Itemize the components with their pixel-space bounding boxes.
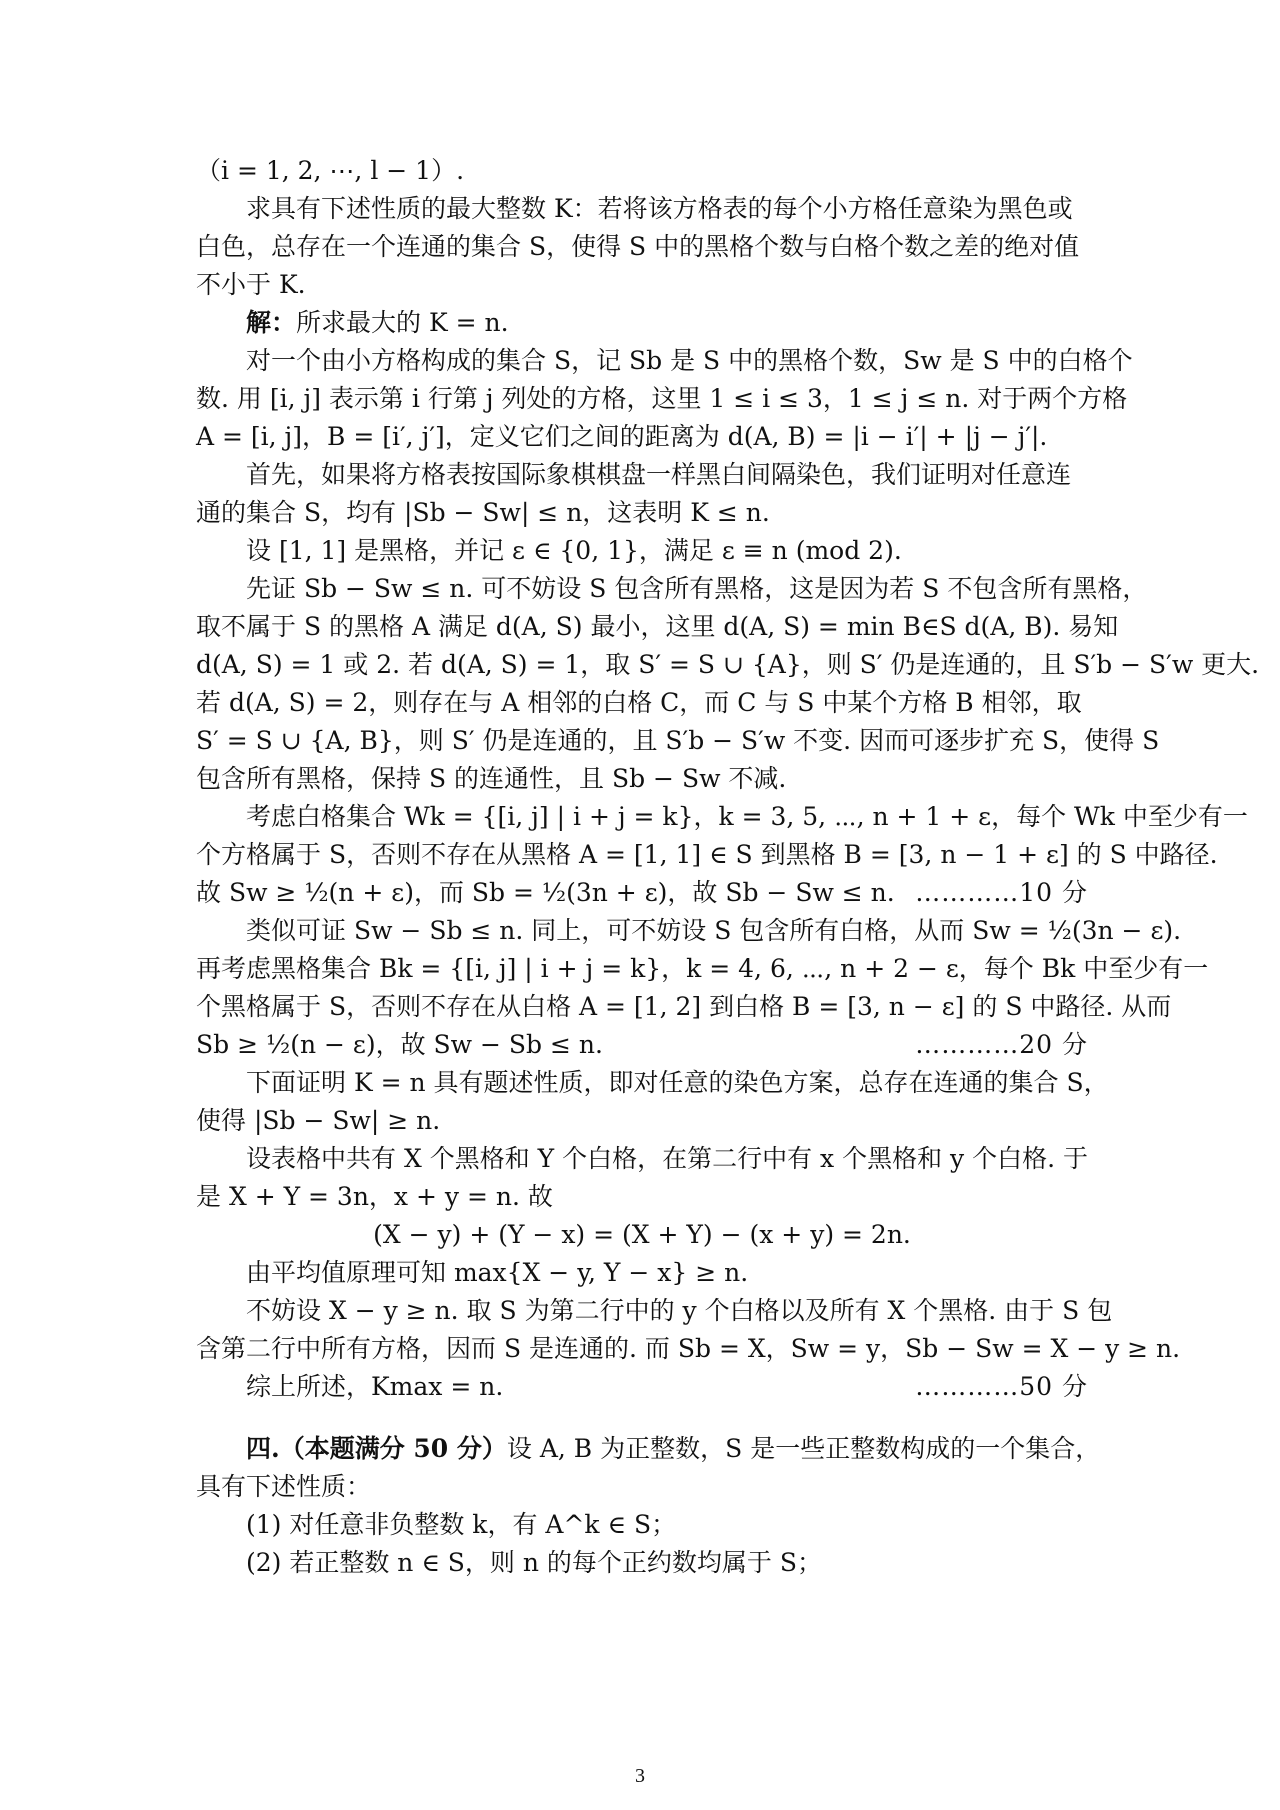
text-line-24-body: Sb ≥ ½(n − ε)，故 Sw − Sb ≤ n. (196, 1030, 603, 1059)
text-line-11: 设 [1, 1] 是黑格，并记 ε ∈ {0, 1}，满足 ε ≡ n (mod 2). (246, 536, 902, 565)
text-line-33-body: 综上所述，Kmax = n. (246, 1372, 504, 1401)
text-line-30: 由平均值原理可知 max{X − y, Y − x} ≥ n. (246, 1258, 749, 1287)
text-line-21: 类似可证 Sw − Sb ≤ n. 同上，可不妨设 S 包含所有白格，从而 Sw = ½(3n − ε). (246, 916, 1182, 945)
text-line-20 (196, 874, 1088, 912)
text-line-27: 设表格中共有 X 个黑格和 Y 个白格，在第二行中有 x 个黑格和 y 个白格. 于 (246, 1144, 1088, 1173)
text-line-33 (196, 1368, 1088, 1406)
document-body (196, 152, 1260, 1582)
text-line-6: 对一个由小方格构成的集合 S，记 Sb 是 S 中的黑格个数，Sw 是 S 中的白格个 (246, 346, 1133, 375)
problem-4-text: 设 A, B 为正整数，S 是一些正整数构成的一个集合， (506, 1434, 1101, 1463)
section-spacer (196, 1406, 1088, 1430)
text-line-8: A = [i, j]，B = [i′, j′]，定义它们之间的距离为 d(A, B) = |i − i′| + |j − j′|. (196, 422, 1048, 451)
text-line-10: 通的集合 S，均有 |Sb − Sw| ≤ n，这表明 K ≤ n. (196, 498, 770, 527)
text-line-25: 下面证明 K = n 具有题述性质，即对任意的染色方案，总存在连通的集合 S， (246, 1068, 1109, 1097)
text-line-35: 具有下述性质： (196, 1472, 372, 1501)
condition-1: (1) 对任意非负整数 k，有 A^k ∈ S； (246, 1510, 677, 1539)
text-line-23: 个黑格属于 S，否则不存在从白格 A = [1, 2] 到白格 B = [3, n − ε] 的 S 中路径. 从而 (196, 992, 1172, 1021)
text-line-28: 是 X + Y = 3n，x + y = n. 故 (196, 1182, 553, 1211)
problem-4-label: 四.（本题满分 50 分） (246, 1434, 507, 1463)
text-line-13: 取不属于 S 的黑格 A 满足 d(A, S) 最小，这里 d(A, S) = min B∈S d(A, B). 易知 (196, 612, 1119, 641)
text-line-4: 不小于 K. (196, 270, 306, 299)
points-10: …………10 分 (915, 878, 1088, 907)
text-line-22: 再考虑黑格集合 Bk = {[i, j] | i + j = k}，k = 4, 6, ⋯, n + 2 − ε，每个 Bk 中至少有一 (196, 954, 1209, 983)
text-line-2: 求具有下述性质的最大整数 K：若将该方格表的每个小方格任意染为黑色或 (246, 194, 1073, 223)
text-line-24 (196, 1026, 1088, 1064)
text-line-1: （i = 1, 2, ⋯, l − 1）. (196, 156, 465, 185)
text-line-9: 首先，如果将方格表按国际象棋棋盘一样黑白间隔染色，我们证明对任意连 (246, 460, 1072, 489)
text-line-3: 白色，总存在一个连通的集合 S，使得 S 中的黑格个数与白格个数之差的绝对值 (196, 232, 1080, 261)
text-line-14: d(A, S) = 1 或 2. 若 d(A, S) = 1，取 S′ = S ∪ {A}，则 S′ 仍是连通的，且 S′b − S′w 更大. (196, 650, 1260, 679)
text-line-18: 考虑白格集合 Wk = {[i, j] | i + j = k}，k = 3, 5, ⋯, n + 1 + ε，每个 Wk 中至少有一 (246, 802, 1248, 831)
points-50: …………50 分 (915, 1372, 1088, 1401)
text-line-31: 不妨设 X − y ≥ n. 取 S 为第二行中的 y 个白格以及所有 X 个黑格. 由于 S 包 (246, 1296, 1113, 1325)
solution-label: 解： (246, 308, 297, 337)
solution-line (196, 304, 1088, 342)
text-line-12: 先证 Sb − Sw ≤ n. 可不妨设 S 包含所有黑格，这是因为若 S 不包含所有黑格， (246, 574, 1148, 603)
solution-text: 所求最大的 K = n. (296, 308, 509, 337)
text-line-20-body: 故 Sw ≥ ½(n + ε)，而 Sb = ½(3n + ε)，故 Sb − Sw ≤ n. (196, 878, 895, 907)
text-line-17: 包含所有黑格，保持 S 的连通性，且 Sb − Sw 不减. (196, 764, 787, 793)
text-line-7: 数. 用 [i, j] 表示第 i 行第 j 列处的方格，这里 1 ≤ i ≤ 3，1 ≤ j ≤ n. 对于两个方格 (196, 384, 1128, 413)
condition-2: (2) 若正整数 n ∈ S，则 n 的每个正约数均属于 S； (246, 1548, 823, 1577)
problem-4-heading (196, 1430, 1101, 1468)
equation-line: (X − y) + (Y − x) = (X + Y) − (x + y) = 2n. (373, 1220, 911, 1249)
text-line-32: 含第二行中所有方格，因而 S 是连通的. 而 Sb = X，Sw = y，Sb − Sw = X − y ≥ n. (196, 1334, 1181, 1363)
page-number: 3 (635, 1765, 645, 1787)
points-20: …………20 分 (915, 1030, 1088, 1059)
text-line-26: 使得 |Sb − Sw| ≥ n. (196, 1106, 441, 1135)
text-line-19: 个方格属于 S，否则不存在从黑格 A = [1, 1] ∈ S 到黑格 B = [3, n − 1 + ε] 的 S 中路径. (196, 840, 1218, 869)
text-line-16: S′ = S ∪ {A, B}，则 S′ 仍是连通的，且 S′b − S′w 不变. 因而可逐步扩充 S，使得 S (196, 726, 1160, 755)
text-line-15: 若 d(A, S) = 2，则存在与 A 相邻的白格 C，而 C 与 S 中某个方格 B 相邻，取 (196, 688, 1082, 717)
